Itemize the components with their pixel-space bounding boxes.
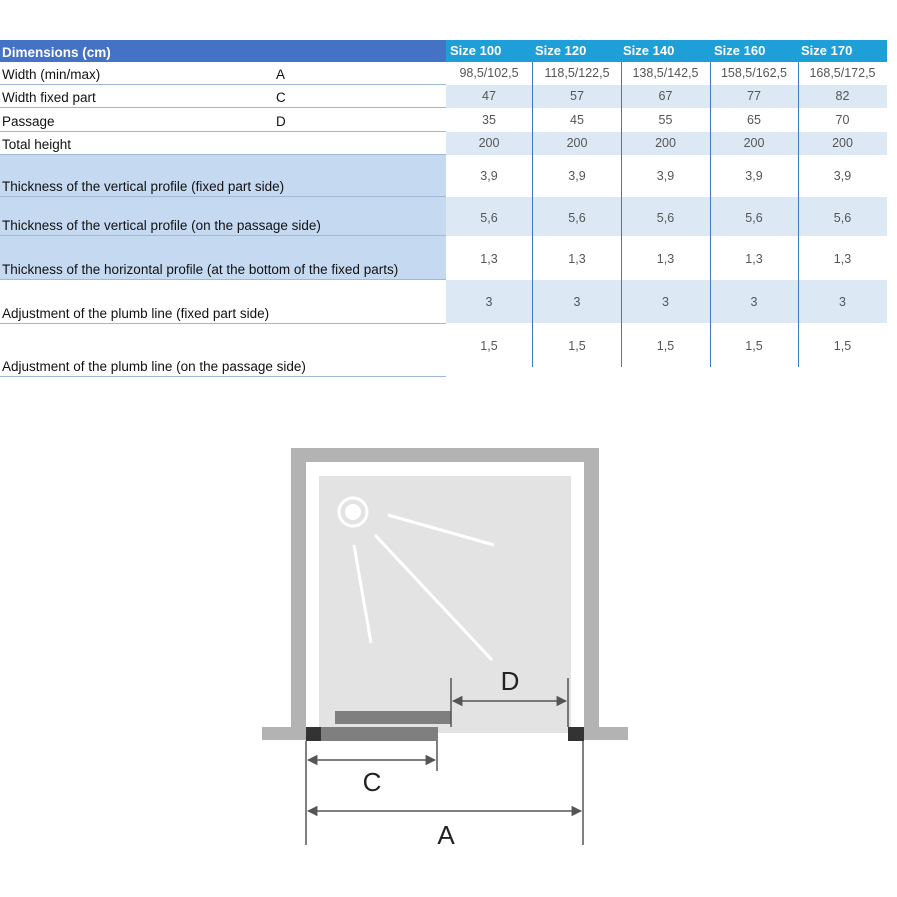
value-cell: 3 [662,295,669,309]
row-code: D [276,114,286,129]
value-cell: 1,5 [480,339,498,353]
value-cell: 200 [566,136,588,150]
dimension-c-label: C [362,767,382,797]
value-cell: 200 [478,136,500,150]
value-cell: 168,5/172,5 [809,66,876,80]
value-cell: 1,5 [656,339,675,353]
row-label: Adjustment of the plumb line (on the passage side) [2,359,306,374]
value-cell: 158,5/162,5 [720,66,788,80]
value-cell: 77 [747,89,761,103]
fixed-glass-panel [306,727,438,741]
row-label: Passage [2,114,55,129]
value-cell: 47 [482,89,496,103]
value-cell: 3,9 [745,169,763,183]
value-cell: 1,3 [745,252,763,266]
row-code: C [276,90,286,105]
profile-left [306,727,321,741]
value-cell: 57 [570,89,584,103]
size-header: Size 160 [714,43,766,58]
value-cell: 200 [832,136,853,150]
row-label: Thickness of the horizontal profile (at the bottom of the fixed parts) [2,262,399,277]
size-header: Size 120 [535,43,587,58]
value-cell: 3,9 [833,169,852,183]
value-cell: 5,6 [833,211,852,225]
value-cell: 1,5 [568,339,586,353]
value-cell: 5,6 [656,211,675,225]
value-cell: 1,3 [568,252,586,266]
sliding-door-panel [335,711,451,724]
profile-right [568,727,584,741]
value-cell: 98,5/102,5 [459,66,519,80]
row-label: Width (min/max) [2,67,101,82]
dimension-a-label: A [437,820,455,850]
value-cell: 1,5 [745,339,763,353]
row-label: Width fixed part [2,90,96,105]
size-header: Size 100 [450,43,502,58]
value-cell: 5,6 [745,211,763,225]
row-label: Thickness of the vertical profile (on the passage side) [2,218,321,233]
value-cell: 45 [570,113,584,127]
value-cell: 3 [839,295,846,309]
value-cell: 3 [750,295,758,309]
value-cell: 3 [573,295,581,309]
value-cell: 55 [658,113,673,127]
value-cell: 67 [658,89,673,103]
value-cell: 118,5/122,5 [544,66,610,80]
value-cell: 82 [835,89,850,103]
value-cell: 3,9 [480,169,498,183]
row-label: Thickness of the vertical profile (fixed part side) [2,179,285,194]
size-header: Size 140 [623,43,675,58]
dimension-d-label: D [500,666,520,696]
value-cell: 3,9 [656,169,675,183]
value-cell: 35 [482,113,496,127]
row-code: A [276,67,286,82]
row-label: Total height [2,137,72,152]
value-cell: 3 [485,295,493,309]
value-cell: 3,9 [568,169,586,183]
value-cell: 200 [743,136,765,150]
value-cell: 70 [835,113,850,127]
table-header-label: Dimensions (cm) [2,45,111,60]
value-cell: 200 [655,136,676,150]
value-cell: 138,5/142,5 [632,66,699,80]
value-cell: 65 [747,113,761,127]
value-cell: 5,6 [480,211,498,225]
value-cell: 5,6 [568,211,586,225]
row-label: Adjustment of the plumb line (fixed part side) [2,306,270,321]
value-cell: 1,3 [833,252,852,266]
value-cell: 1,3 [656,252,675,266]
size-header: Size 170 [801,43,853,58]
value-cell: 1,3 [480,252,498,266]
value-cell: 1,5 [833,339,852,353]
